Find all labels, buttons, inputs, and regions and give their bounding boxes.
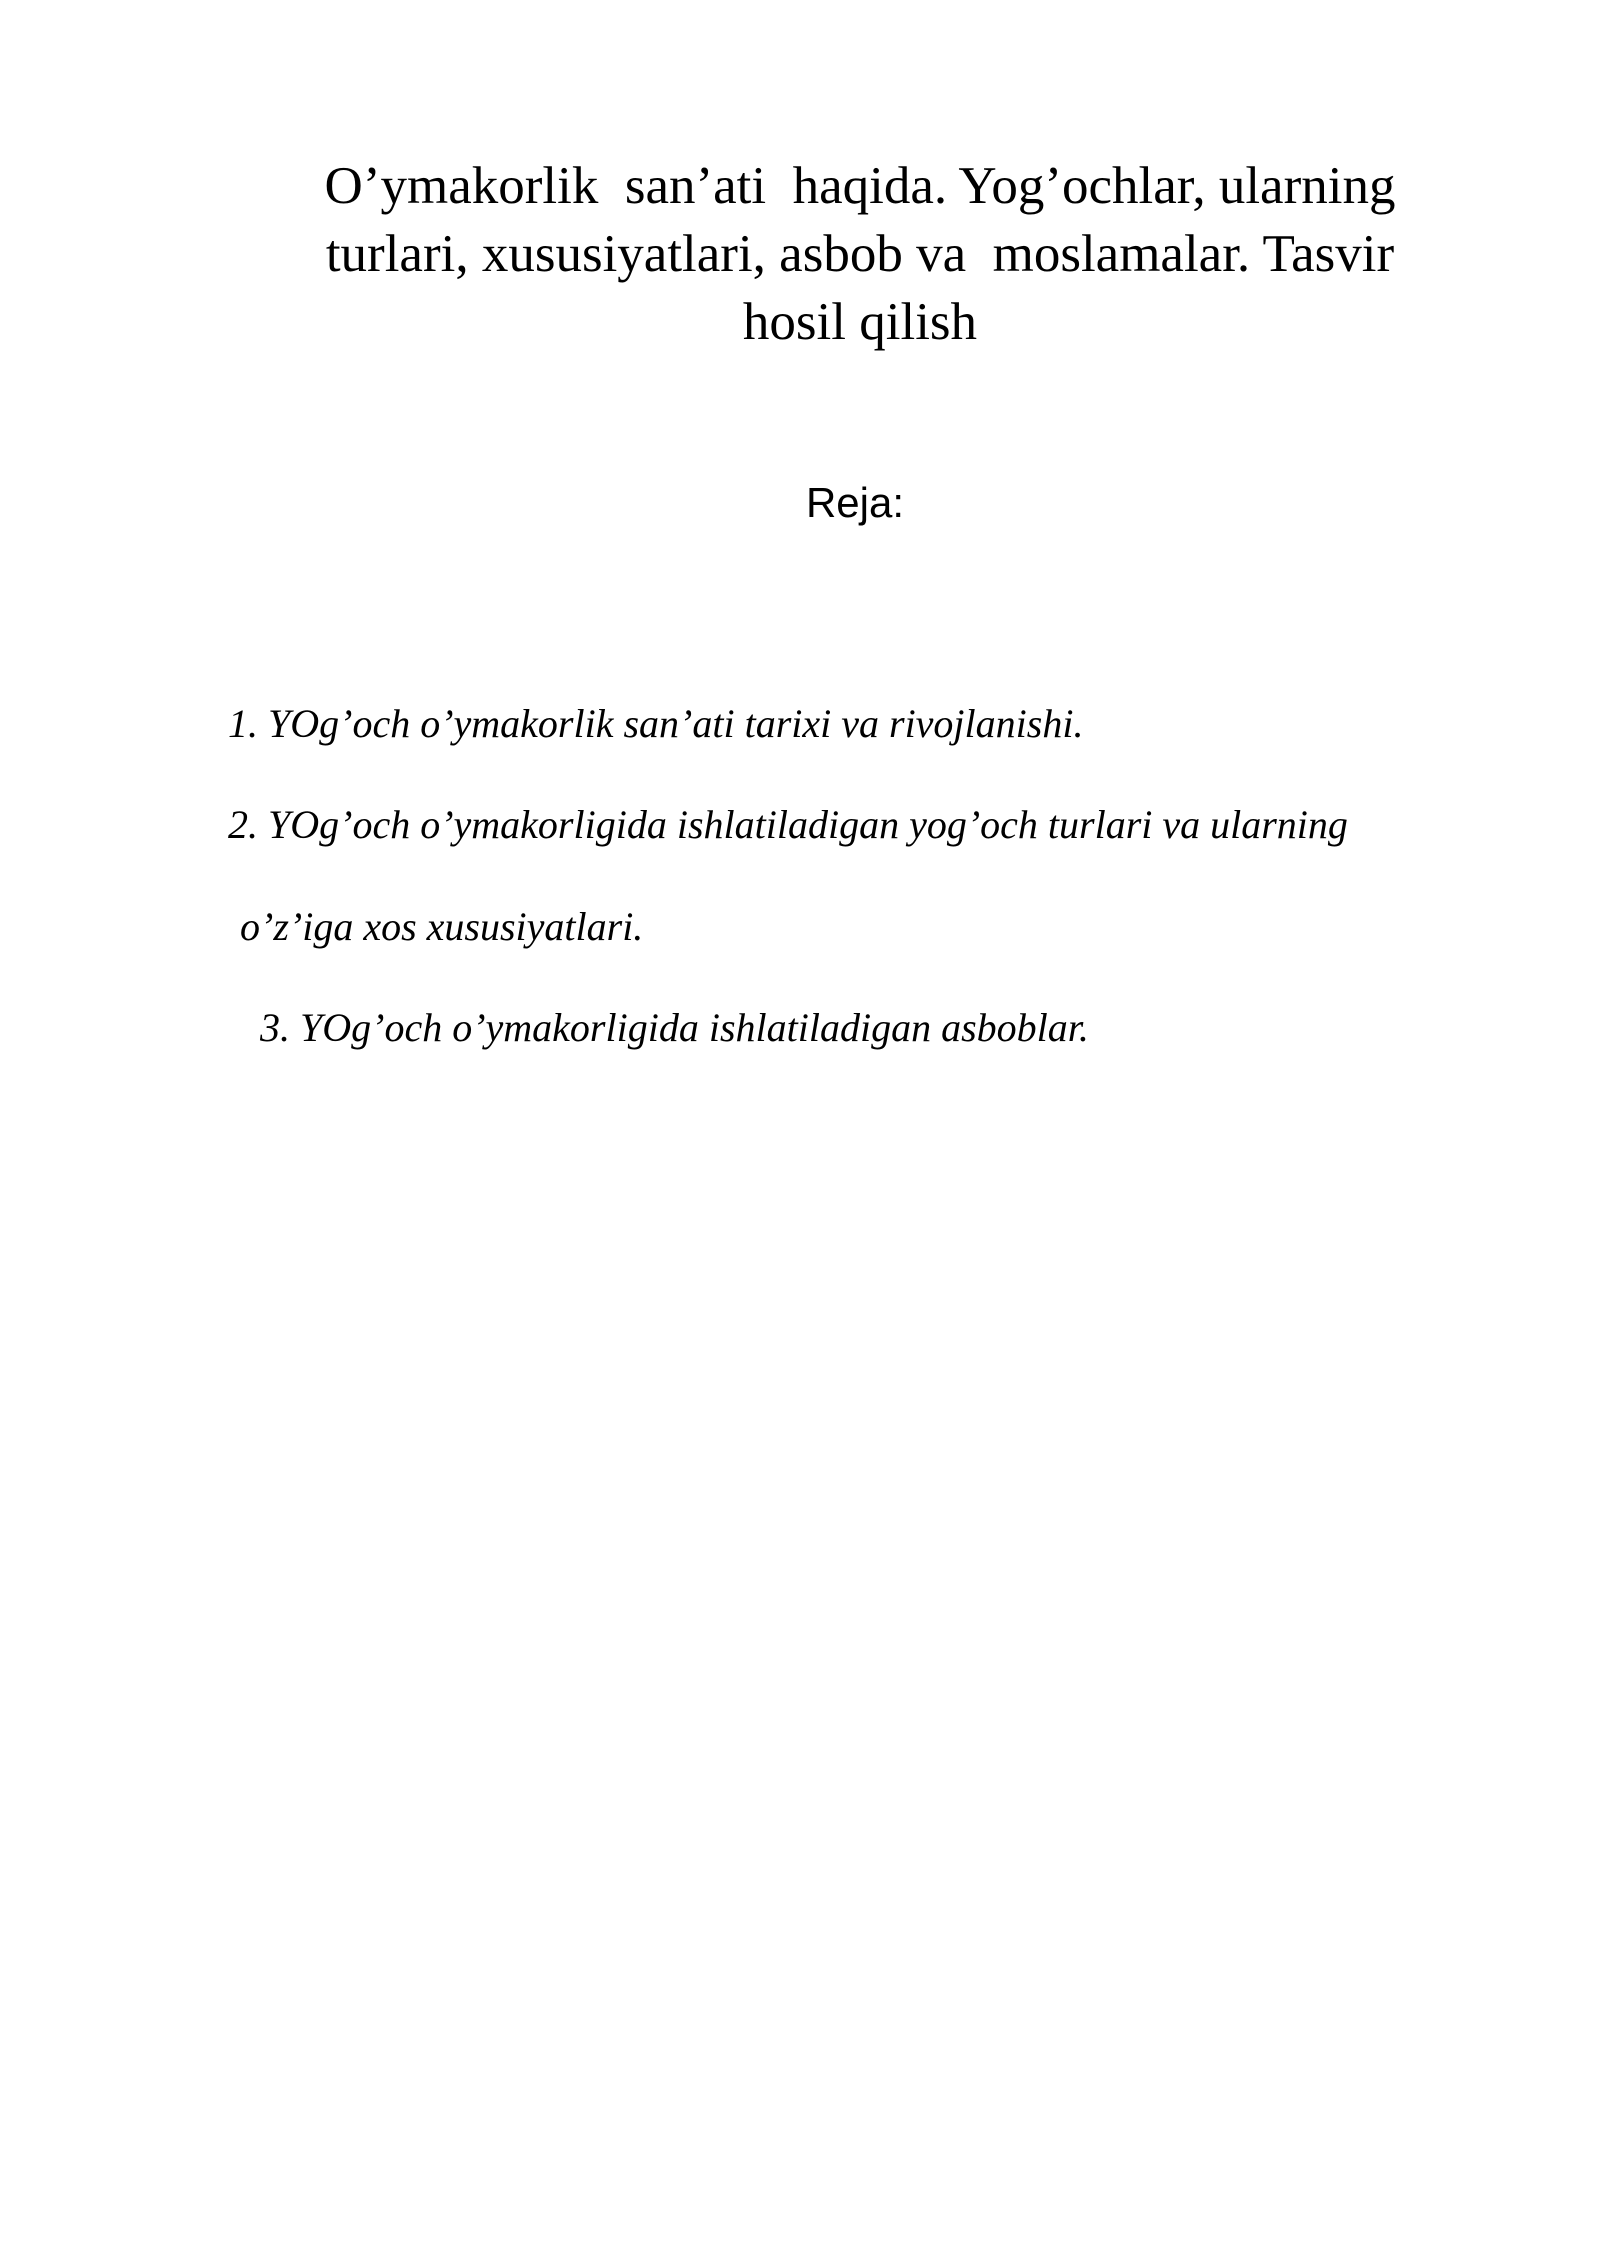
plan-item-2: 2. YOg’och o’ymakorligida ishlatiladigan yog’och turlari va ularning — [228, 802, 1348, 847]
plan-item-2-continuation: o’z’iga xos xususiyatlari. — [240, 904, 644, 949]
plan-heading: Reja: — [805, 479, 905, 526]
plan-item-1: 1. YOg’och o’ymakorlik san’ati tarixi va rivojlanishi. — [228, 701, 1084, 746]
plan-item-3: 3. YOg’och o’ymakorligida ishlatiladigan asboblar. — [260, 1005, 1089, 1050]
title-line: turlari, xususiyatlari, asbob va moslamalar. Tasvir — [325, 225, 1395, 283]
title-line: hosil qilish — [742, 293, 978, 351]
document-title — [225, 152, 1495, 356]
title-line: O’ymakorlik san’ati haqida. Yog’ochlar, ularning — [324, 157, 1396, 215]
